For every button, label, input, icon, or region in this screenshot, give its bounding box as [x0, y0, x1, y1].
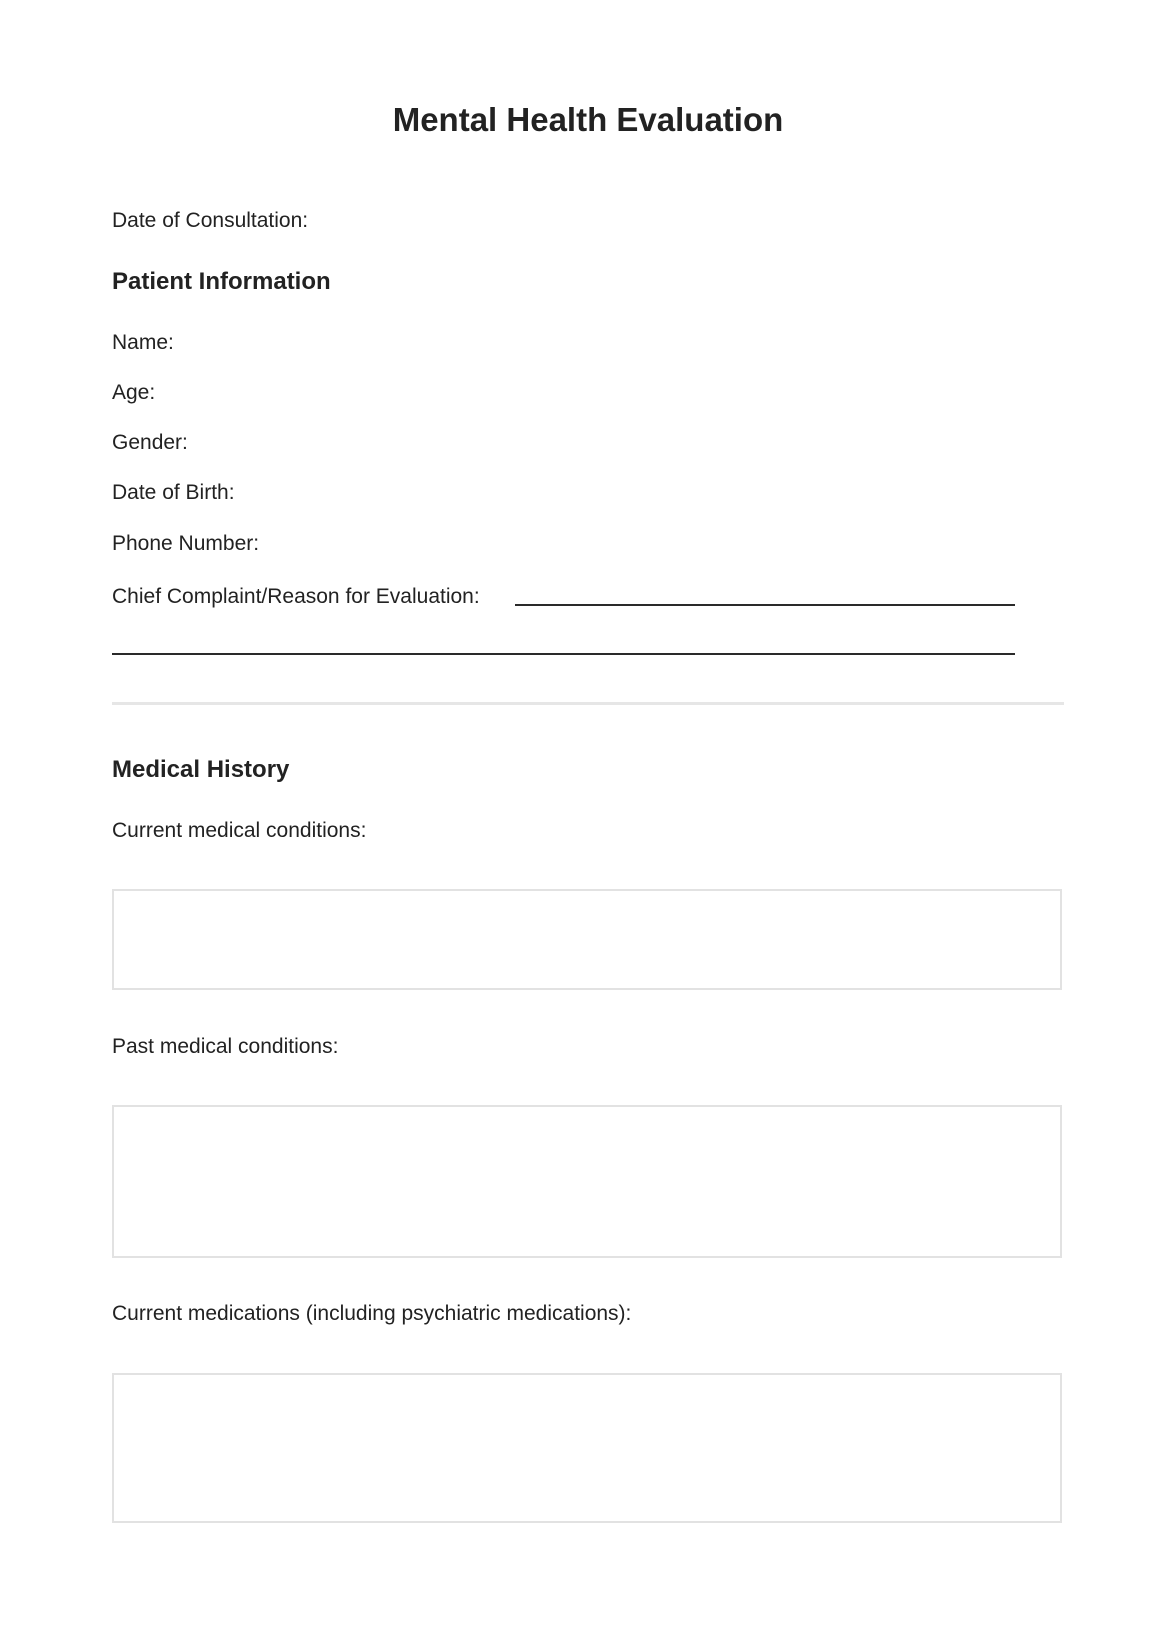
date-of-consultation-label: Date of Consultation: [112, 209, 309, 232]
past-medical-conditions-label: Past medical conditions: [112, 1035, 339, 1058]
current-medical-conditions-label: Current medical conditions: [112, 819, 367, 842]
phone-number-label: Phone Number: [112, 532, 260, 555]
medical-history-heading: Medical History [112, 756, 290, 783]
chief-complaint-blank-line-2[interactable] [112, 653, 1015, 655]
chief-complaint-blank-line-1[interactable] [515, 604, 1015, 606]
past-medical-conditions-box[interactable] [112, 1105, 1062, 1258]
date-of-birth-label: Date of Birth: [112, 481, 235, 504]
current-medications-label: Current medications (including psychiatric medications): [112, 1302, 632, 1325]
chief-complaint-label: Chief Complaint/Reason for Evaluation: [112, 585, 480, 608]
current-medical-conditions-box[interactable] [112, 889, 1062, 990]
current-medications-box[interactable] [112, 1373, 1062, 1523]
page-title: Mental Health Evaluation [392, 101, 784, 138]
patient-information-heading: Patient Information [112, 268, 331, 295]
gender-label: Gender: [112, 431, 188, 454]
section-divider [112, 702, 1064, 705]
age-label: Age: [112, 381, 156, 404]
name-label: Name: [112, 331, 174, 354]
